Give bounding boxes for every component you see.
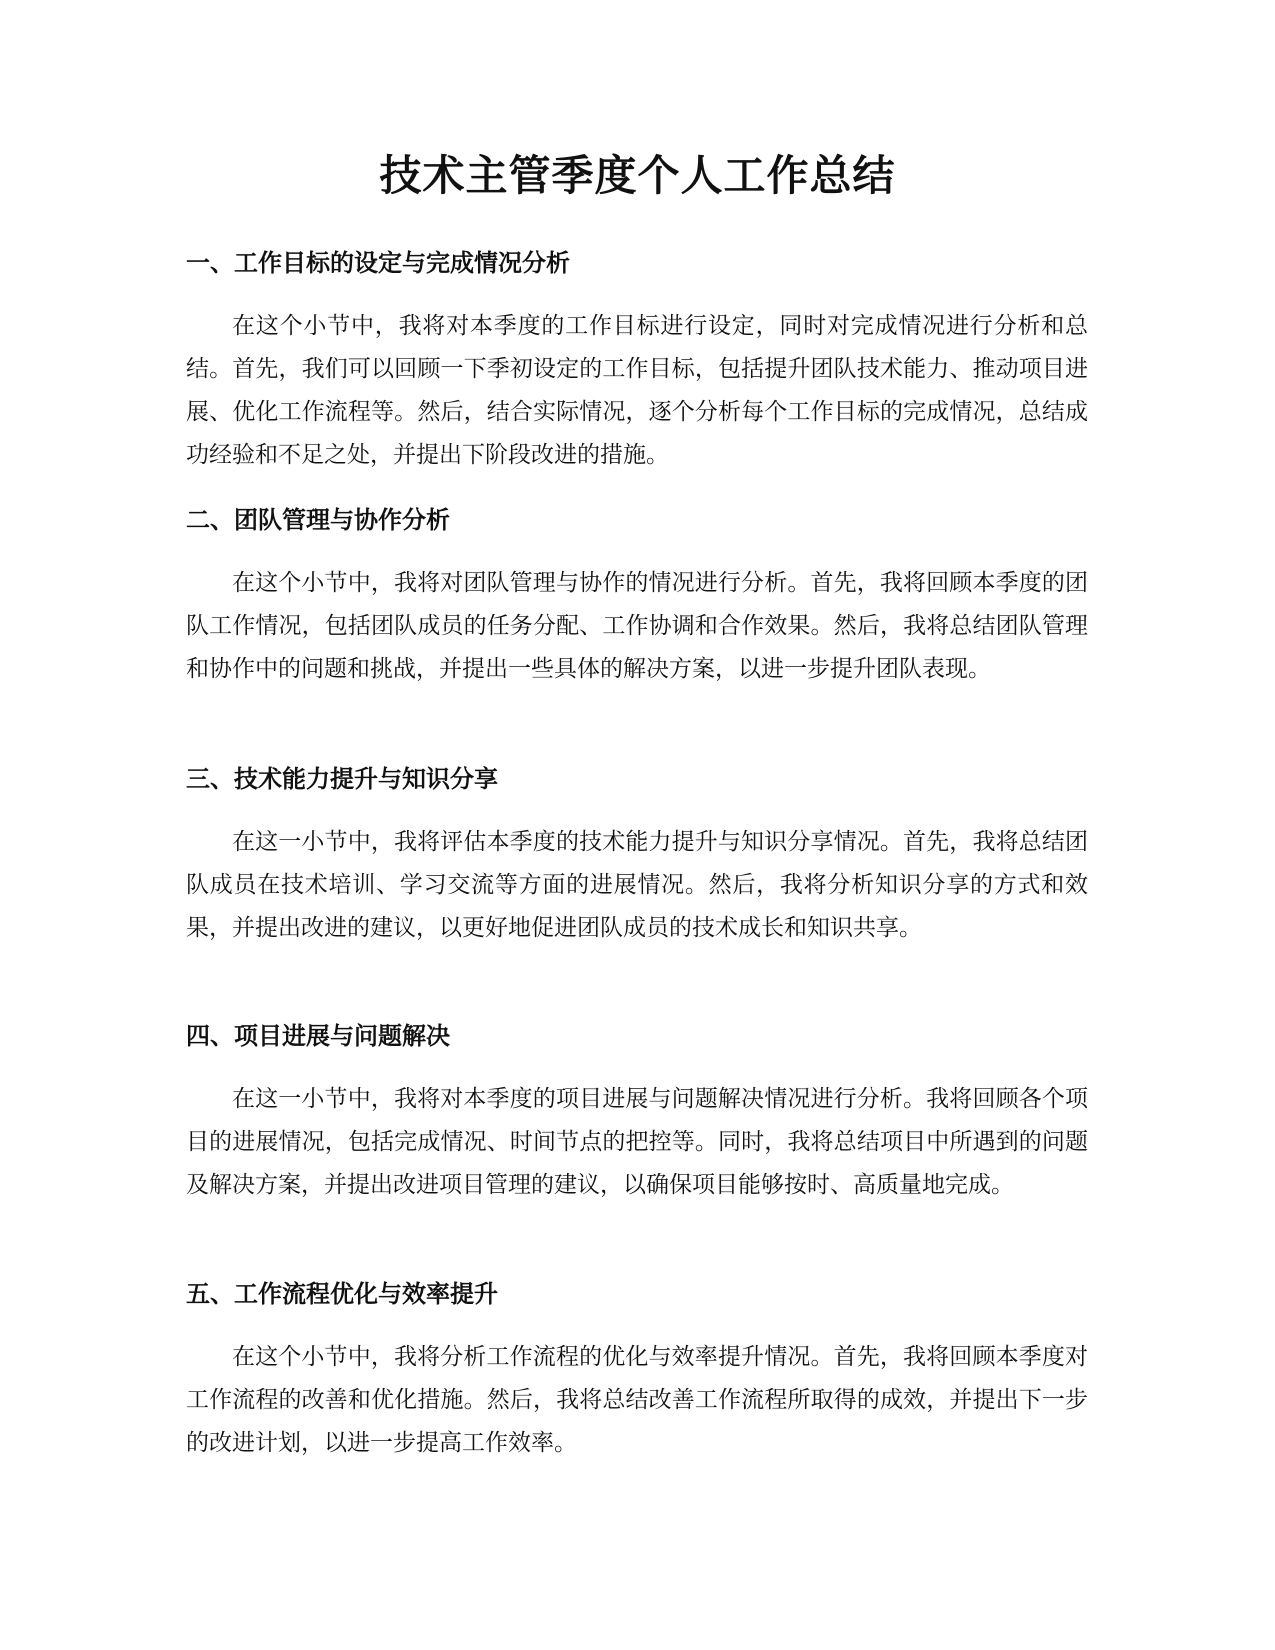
section-heading: 三、技术能力提升与知识分享 <box>186 765 498 793</box>
section-paragraph: 在这一小节中，我将对本季度的项目进展与问题解决情况进行分析。我将回顾各个项目的进展情况，包括完成情况、时间节点的把控等。同时，我将总结项目中所遇到的问题及解决方案，并提出改进项目管理的建议，以确保项目能够按时、高质量地完成。 <box>186 1086 1088 1198</box>
section-paragraph: 在这一小节中，我将评估本季度的技术能力提升与知识分享情况。首先，我将总结团队成员在技术培训、学习交流等方面的进展情况。然后，我将分析知识分享的方式和效果，并提出改进的建议，以更好地促进团队成员的技术成长和知识共享。 <box>186 829 1088 941</box>
section-project-progress <box>186 1018 1088 1207</box>
section-paragraph: 在这个小节中，我将分析工作流程的优化与效率提升情况。首先，我将回顾本季度对工作流程的改善和优化措施。然后，我将总结改善工作流程所取得的成效，并提出下一步的改进计划，以进一步提高工作效率。 <box>186 1344 1088 1456</box>
section-heading: 一、工作目标的设定与完成情况分析 <box>186 249 570 277</box>
section-team-management <box>186 502 1088 691</box>
document-title: 技术主管季度个人工作总结 <box>379 151 896 200</box>
section-heading: 二、团队管理与协作分析 <box>186 506 450 534</box>
section-tech-skills <box>186 761 1088 950</box>
section-paragraph: 在这个小节中，我将对团队管理与协作的情况进行分析。首先，我将回顾本季度的团队工作情况，包括团队成员的任务分配、工作协调和合作效果。然后，我将总结团队管理和协作中的问题和挑战，并提出一些具体的解决方案，以进一步提升团队表现。 <box>186 570 1088 682</box>
section-paragraph: 在这个小节中，我将对本季度的工作目标进行设定，同时对完成情况进行分析和总结。首先，我们可以回顾一下季初设定的工作目标，包括提升团队技术能力、推动项目进展、优化工作流程等。然后，结合实际情况，逐个分析每个工作目标的完成情况，总结成功经验和不足之处，并提出下阶段改进的措施。 <box>186 313 1088 468</box>
section-heading: 四、项目进展与问题解决 <box>186 1022 450 1050</box>
section-heading: 五、工作流程优化与效率提升 <box>186 1280 498 1308</box>
section-workflow <box>186 1276 1088 1465</box>
section-goals <box>186 245 1088 477</box>
